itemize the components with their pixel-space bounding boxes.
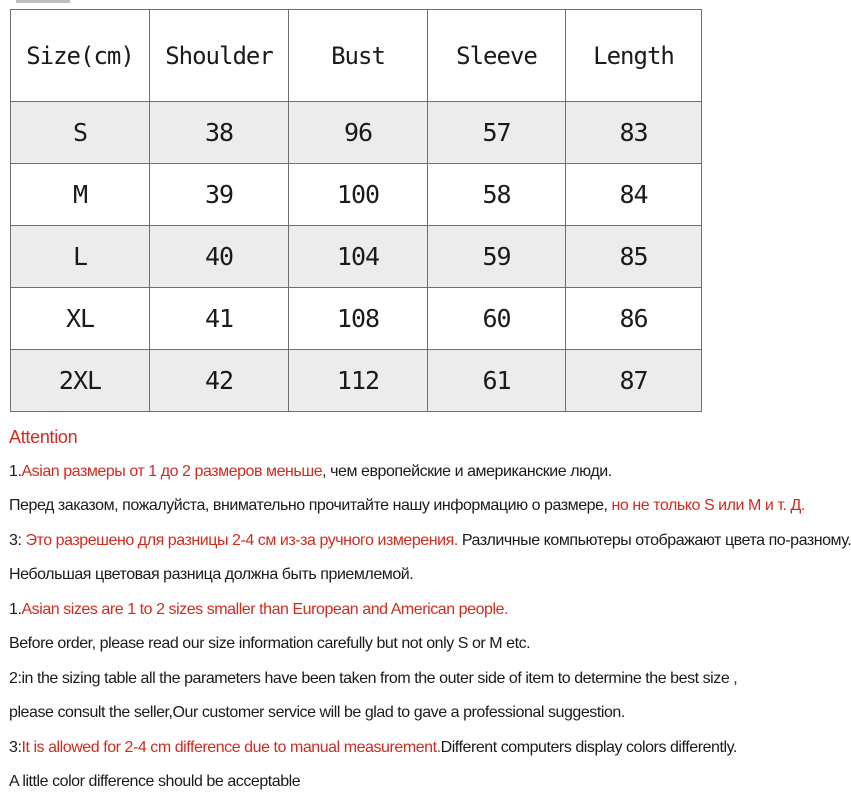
table-row-xl <box>11 288 702 350</box>
cell-bust: 96 <box>289 102 428 164</box>
note-prefix: 3: <box>9 531 26 549</box>
cell-bust: 104 <box>289 226 428 288</box>
cell-sleeve: 58 <box>428 164 566 226</box>
attention-label: Attention <box>9 427 78 447</box>
note-en-5 <box>9 731 799 766</box>
attention-heading <box>9 420 799 455</box>
table-row-m <box>11 164 702 226</box>
cell-sleeve: 57 <box>428 102 566 164</box>
cell-sleeve: 59 <box>428 226 566 288</box>
note-prefix: 1. <box>9 462 22 480</box>
size-notes <box>9 420 851 800</box>
cell-size: 2XL <box>11 350 150 412</box>
note-en-1 <box>9 593 799 628</box>
cell-length: 84 <box>566 164 702 226</box>
cell-length: 87 <box>566 350 702 412</box>
header-bust: Bust <box>289 10 428 102</box>
cell-shoulder: 41 <box>150 288 289 350</box>
cell-length: 85 <box>566 226 702 288</box>
note-highlight: Это разрешено для разницы 2-4 см из-за ручного измерения. <box>25 531 458 549</box>
note-en-4 <box>9 696 799 731</box>
note-prefix: 3: <box>9 738 22 756</box>
note-text: Небольшая цветовая разница должна быть приемлемой. <box>9 566 414 583</box>
note-ru-3 <box>9 524 851 559</box>
note-text: Before order, please read our size information carefully but not only S or M etc. <box>9 635 531 652</box>
note-text: A little color difference should be acceptable <box>9 773 301 790</box>
cell-shoulder: 40 <box>150 226 289 288</box>
note-text: Перед заказом, пожалуйста, внимательно прочитайте нашу информацию о размере, <box>9 497 612 514</box>
header-sleeve: Sleeve <box>428 10 566 102</box>
note-ru-1 <box>9 455 799 490</box>
note-highlight: но не только S или M и т. Д. <box>611 497 805 514</box>
note-ru-2 <box>9 489 805 524</box>
note-highlight: Asian размеры от 1 до 2 размеров меньше <box>21 462 323 480</box>
note-ru-4 <box>9 558 799 593</box>
note-text: Different computers display colors differently. <box>440 738 737 756</box>
note-text: Различные компьютеры отображают цвета по-разному. <box>457 531 851 549</box>
note-en-6 <box>9 765 799 800</box>
note-text: , чем европейские и американские люди. <box>322 462 612 480</box>
table-row-s <box>11 102 702 164</box>
top-edge-mark <box>16 0 70 3</box>
note-prefix: 1. <box>9 600 22 618</box>
cell-size: L <box>11 226 150 288</box>
cell-shoulder: 42 <box>150 350 289 412</box>
cell-shoulder: 39 <box>150 164 289 226</box>
note-highlight: It is allowed for 2-4 cm difference due to manual measurement. <box>21 738 441 756</box>
note-en-2 <box>9 627 799 662</box>
table-row-l <box>11 226 702 288</box>
cell-shoulder: 38 <box>150 102 289 164</box>
size-chart-table <box>10 9 702 412</box>
cell-size: M <box>11 164 150 226</box>
table-header-row <box>11 10 702 102</box>
note-text: 2:in the sizing table all the parameters have been taken from the outer side of item to determine the best size , <box>9 669 738 687</box>
cell-size: XL <box>11 288 150 350</box>
cell-bust: 108 <box>289 288 428 350</box>
header-size: Size(cm) <box>11 10 150 102</box>
note-highlight: Asian sizes are 1 to 2 sizes smaller than European and American people. <box>21 600 509 618</box>
header-shoulder: Shoulder <box>150 10 289 102</box>
cell-length: 86 <box>566 288 702 350</box>
table-row-2xl <box>11 350 702 412</box>
cell-sleeve: 60 <box>428 288 566 350</box>
cell-bust: 100 <box>289 164 428 226</box>
header-length: Length <box>566 10 702 102</box>
cell-length: 83 <box>566 102 702 164</box>
note-en-3 <box>9 662 799 697</box>
cell-bust: 112 <box>289 350 428 412</box>
note-text: please consult the seller,Our customer service will be glad to gave a professional suggestion. <box>9 704 625 721</box>
cell-size: S <box>11 102 150 164</box>
cell-sleeve: 61 <box>428 350 566 412</box>
